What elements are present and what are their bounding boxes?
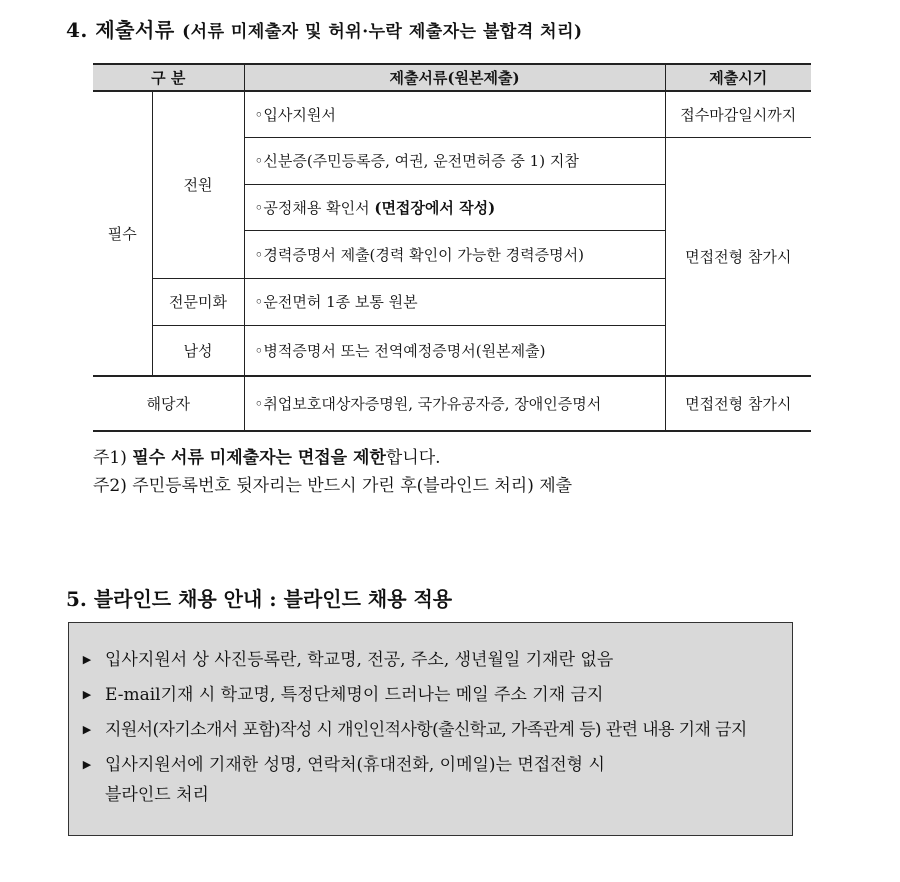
- item-id-card: ◦신분증(주민등록증, 여권, 운전면허증 중 1) 지참: [244, 137, 665, 184]
- documents-table: [93, 63, 811, 432]
- group-male: 남성: [152, 325, 244, 376]
- section-4-subtitle: (서류 미제출자 및 허위·누락 제출자는 불합격 처리): [182, 22, 583, 42]
- group-interp: 전문미화: [152, 278, 244, 325]
- table-row: [93, 91, 811, 137]
- notes: [93, 444, 572, 500]
- header-category: 구 분: [93, 64, 244, 91]
- table-header-row: [93, 64, 811, 91]
- section-4-heading: [66, 14, 583, 43]
- item-application: ◦입사지원서: [244, 91, 665, 137]
- item-career: ◦경력증명서 제출(경력 확인이 가능한 경력증명서): [244, 230, 665, 278]
- note-1-prefix: 주1): [93, 448, 133, 468]
- note-1-bold: 필수 서류 미제출자는 면접을 제한: [132, 448, 386, 468]
- list-item: [69, 648, 792, 683]
- group-applicable: 해당자: [93, 376, 244, 431]
- list-item-text: 입사지원서 상 사진등록란, 학교명, 전공, 주소, 생년월일 기재란 없음: [105, 650, 614, 670]
- item-fair-hiring: [244, 184, 665, 230]
- list-item: [69, 683, 792, 718]
- timing-interview-2: 면접전형 참가시: [665, 376, 811, 431]
- list-item-text: 입사지원서에 기재한 성명, 연락처(휴대전화, 이메일)는 면접전형 시: [105, 755, 605, 775]
- bullet-icon: ▶: [82, 688, 92, 701]
- note-2: 주2) 주민등록번호 뒷자리는 반드시 가린 후(블라인드 처리) 제출: [93, 476, 573, 496]
- bullet-icon: ▶: [82, 758, 92, 771]
- bullet-icon: ▶: [82, 723, 92, 736]
- list-item: [69, 718, 792, 753]
- timing-deadline: 접수마감일시까지: [665, 91, 811, 137]
- note-1-suffix: 합니다.: [385, 448, 441, 468]
- item-military: ◦병적증명서 또는 전역예정증명서(원본제출): [244, 325, 665, 376]
- item-fair-hiring-text: ◦공정채용 확인서: [254, 198, 375, 217]
- section-4-title: 제출서류: [95, 18, 175, 42]
- header-timing: 제출시기: [665, 64, 811, 91]
- list-item-text: 지원서(자기소개서 포함)작성 시 개인인적사항(출신학교, 가족관계 등) 관련 내용 기재 금지: [105, 720, 747, 740]
- list-item-continuation: 블라인드 처리: [105, 785, 209, 805]
- group-all: 전원: [152, 91, 244, 278]
- section-4-number: 4.: [66, 18, 88, 42]
- list-item: [69, 753, 792, 783]
- group-required: 필수: [93, 91, 152, 376]
- item-fair-hiring-note: (면접장에서 작성): [374, 198, 496, 217]
- header-documents: 제출서류(원본제출): [244, 64, 665, 91]
- table-row: [93, 376, 811, 431]
- note-1: [93, 444, 572, 472]
- timing-interview: 면접전형 참가시: [665, 137, 811, 376]
- list-item-text: E-mail기재 시 학교명, 특정단체명이 드러나는 메일 주소 기재 금지: [105, 685, 604, 705]
- section-5-heading: 5. 블라인드 채용 안내 : 블라인드 채용 적용: [66, 587, 453, 611]
- item-driver-license: ◦운전면허 1종 보통 원본: [244, 278, 665, 325]
- item-protection: ◦취업보호대상자증명원, 국가유공자증, 장애인증명서: [244, 376, 665, 431]
- bullet-icon: ▶: [82, 653, 92, 666]
- blind-hiring-box: [68, 622, 793, 836]
